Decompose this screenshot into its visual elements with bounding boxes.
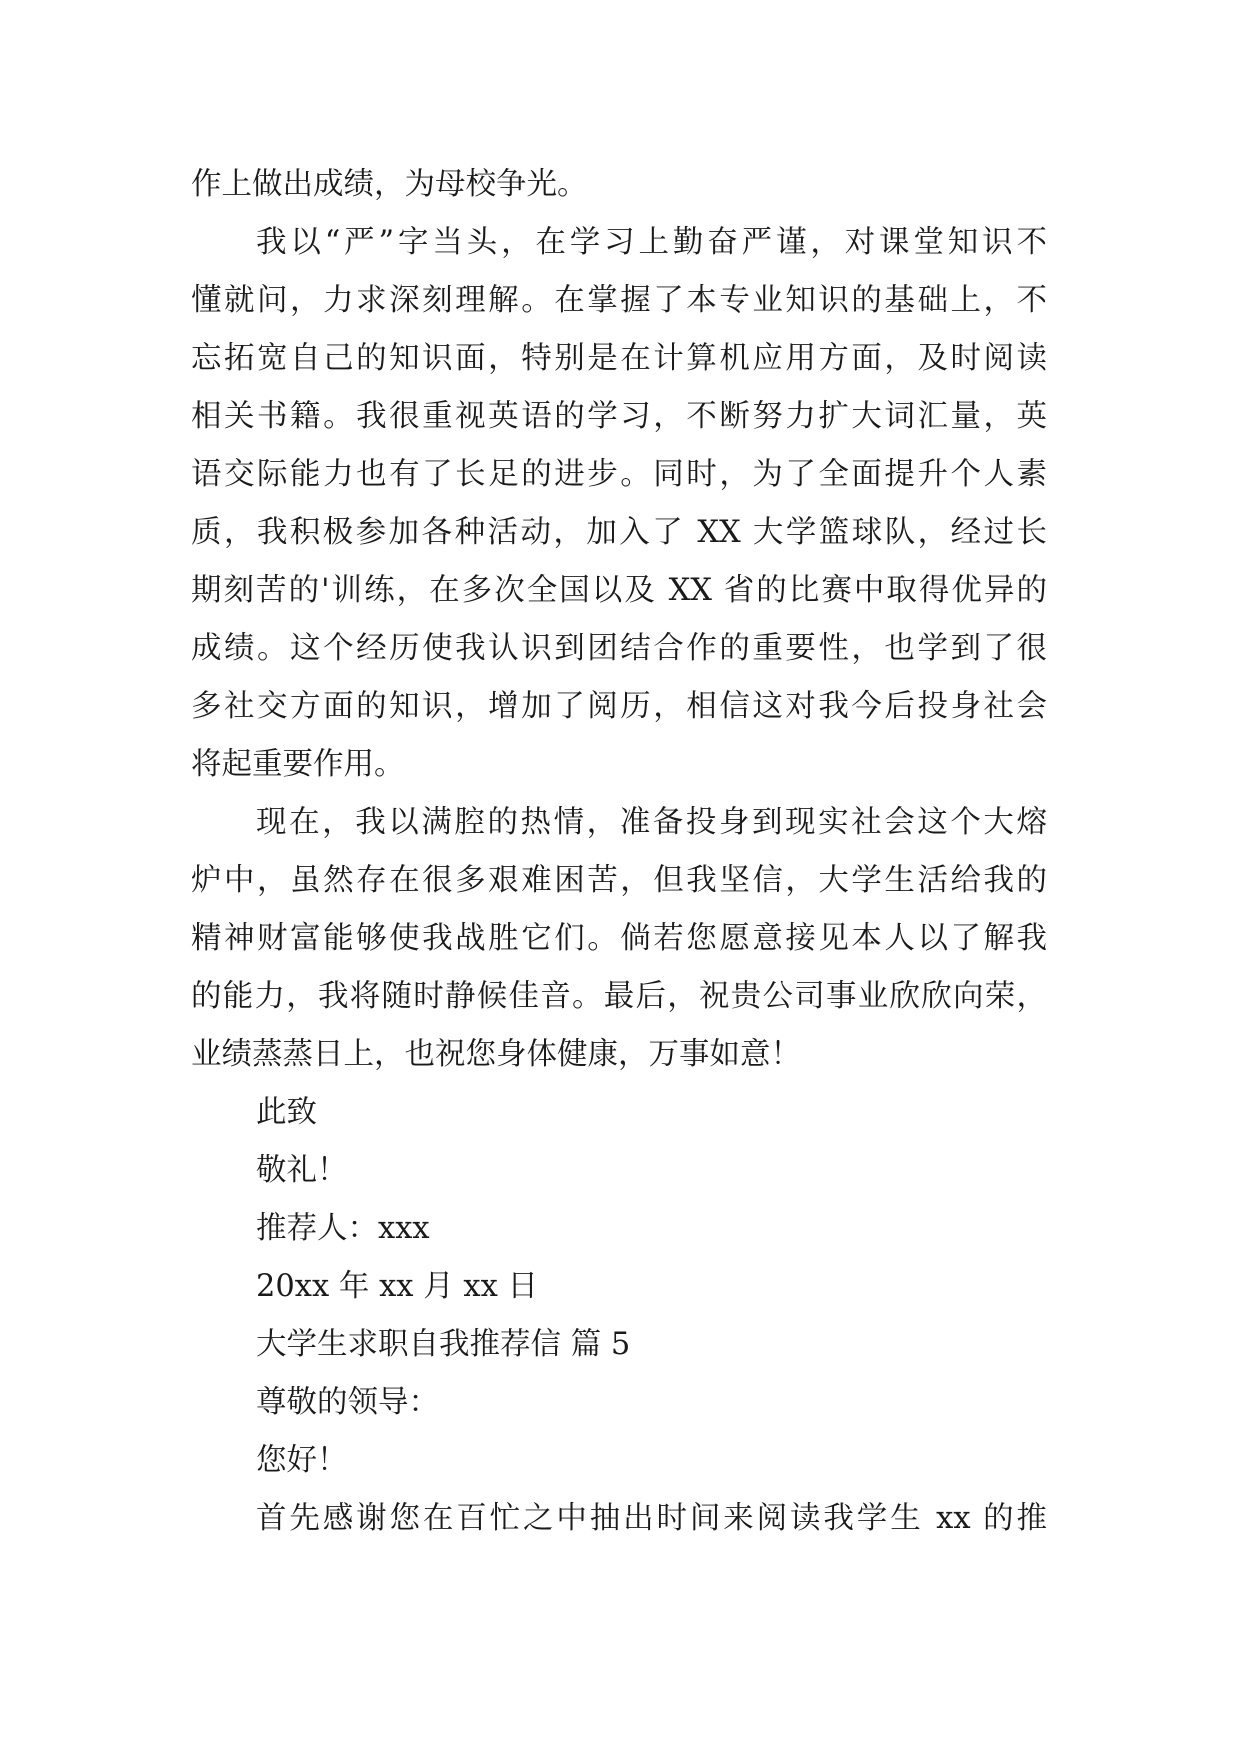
text-line: 质，我积极参加各种活动，加入了 XX 大学篮球队，经过长 [191, 515, 1047, 550]
text-line: 语交际能力也有了长足的进步。同时，为了全面提升个人素 [191, 457, 1047, 492]
paragraph-first-line: 我以“严”字当头，在学习上勤奋严谨，对课堂知识不 [256, 225, 1047, 260]
text-line: 成绩。这个经历使我认识到团结合作的重要性，也学到了很 [191, 631, 1047, 666]
text-line: 相关书籍。我很重视英语的学习，不断努力扩大词汇量，英 [191, 399, 1047, 434]
letter-greeting: 尊敬的领导： [256, 1385, 439, 1420]
closing-salutation: 此致 [256, 1095, 317, 1130]
paragraph-first-line: 首先感谢您在百忙之中抽出时间来阅读我学生 xx 的推 [256, 1501, 1047, 1536]
closing-regards: 敬礼！ [256, 1153, 348, 1188]
text-line: 业绩蒸蒸日上，也祝您身体健康，万事如意！ [191, 1037, 801, 1072]
text-line: 忘拓宽自己的知识面，特别是在计算机应用方面，及时阅读 [191, 341, 1047, 376]
text-line: 将起重要作用。 [191, 747, 405, 782]
letter-hello: 您好！ [256, 1443, 348, 1478]
document-body [191, 156, 1047, 1548]
text-line: 多社交方面的知识，增加了阅历，相信这对我今后投身社会 [191, 689, 1047, 724]
text-line: 炉中，虽然存在很多艰难困苦，但我坚信，大学生活给我的 [191, 863, 1047, 898]
paragraph-first-line: 现在，我以满腔的热情，准备投身到现实社会这个大熔 [256, 805, 1047, 840]
text-line: 精神财富能够使我战胜它们。倘若您愿意接见本人以了解我 [191, 921, 1047, 956]
text-line: 作上做出成绩，为母校争光。 [191, 167, 588, 202]
text-line: 的能力，我将随时静候佳音。最后，祝贵公司事业欣欣向荣， [191, 979, 1047, 1014]
section-title: 大学生求职自我推荐信 篇 5 [256, 1327, 631, 1362]
text-line: 懂就问，力求深刻理解。在掌握了本专业知识的基础上，不 [191, 283, 1047, 318]
recommender-signature: 推荐人：xxx [256, 1211, 430, 1246]
text-line: 期刻苦的'训练，在多次全国以及 XX 省的比赛中取得优异的 [191, 573, 1047, 608]
letter-date: 20xx 年 xx 月 xx 日 [256, 1269, 538, 1304]
